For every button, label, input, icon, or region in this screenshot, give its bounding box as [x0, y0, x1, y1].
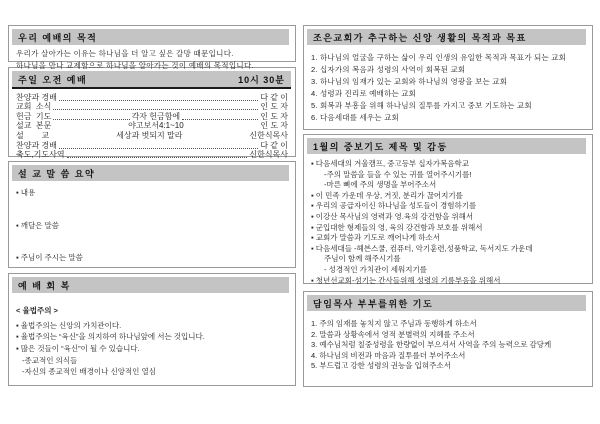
church-goal-item: 6. 다음세대를 세우는 교회: [311, 113, 399, 122]
church-goals-title: 조은교회가 추구하는 신앙 생활의 목적과 목표: [307, 29, 586, 45]
service-row-detail: 세상과 벗되지 말라: [116, 130, 183, 140]
church-goal-item: 4. 성령과 진리로 예배하는 교회: [311, 89, 417, 98]
sermon-summary-body: [9, 183, 295, 268]
intercession-subitem: -마른 뼈에 주의 생명을 부어주소서: [324, 180, 437, 190]
service-row-person: 신한식목사: [249, 150, 288, 160]
intercession-title: 1월의 중보기도 제목 및 감동: [307, 138, 586, 154]
intercession-subitem: -주의 말씀을 들을 수 있는 귀를 열어주시기를!: [324, 169, 472, 179]
pastor-prayer-body: [304, 313, 592, 376]
service-row-person: 다 같 이: [260, 92, 288, 102]
pastor-prayer-item: 2. 말씀과 상황속에서 영적 분별력의 지혜를 주소서: [311, 329, 475, 339]
worship-purpose-title: 우리 예배의 목적: [12, 29, 289, 45]
intercession-subitem: - 성경적인 가치관이 세워지기를: [324, 264, 427, 274]
sermon-summary-item: ▪ 주님이 주시는 말씀: [16, 253, 83, 263]
service-row-person: 다 같 이: [260, 140, 288, 150]
legalism-heading: < 율법주의 >: [16, 306, 58, 315]
pastor-prayer-item: 5. 부드럽고 강한 성령의 권능을 입혀주소서: [311, 361, 451, 371]
legalism-subitem: -종교적인 의식들: [22, 355, 78, 365]
left-column: [8, 25, 296, 386]
legalism-subitem: -자신의 종교적인 배경이나 신앙적인 열심: [22, 367, 156, 377]
pastor-prayer-item: 1. 주의 임재를 놓치지 않고 주님과 동행하게 하소서: [311, 319, 477, 328]
dotted-leader: [59, 99, 258, 101]
intercession-section: [303, 134, 593, 284]
service-row-person: 신한식목사: [249, 130, 289, 140]
worship-restoration-section: [8, 273, 296, 386]
pastor-prayer-title: 담임목사 부부를위한 기도: [307, 295, 586, 311]
intercession-item: ▪ 다음세대의 겨울캠프, 중고등부 십자가복음학교: [311, 159, 469, 168]
sunday-service-time: 10시 30분: [238, 75, 285, 85]
service-row-label: 교회 소식: [16, 102, 52, 112]
intercession-item: ▪ 교회가 말씀과 기도로 깨어나게 하소서: [311, 233, 440, 243]
service-row-label: 찬양과 경배: [16, 92, 57, 102]
service-row: [16, 93, 288, 103]
worship-restoration-title: 예 배 회 복: [12, 277, 289, 293]
church-goal-item: 3. 하나님의 임재가 있는 교회와 하나님의 영광을 보는 교회: [311, 77, 508, 86]
church-goal-item: 2. 십자가의 복음과 성령의 사역이 회복된 교회: [311, 65, 466, 74]
service-row-label: 찬양과 경배: [16, 140, 57, 150]
pastor-prayer-item: 3. 예수님처럼 칠중성령을 한량없이 부으셔서 사역을 주의 능력으로 감당케: [311, 340, 552, 350]
service-row-detail: 각자 헌금함에: [131, 111, 181, 121]
sunday-service-title: 주일 오전 예배: [18, 75, 88, 85]
church-goals-body: [304, 47, 592, 128]
intercession-subitem: 주님이 함께 해주시기를: [324, 254, 401, 264]
church-goal-item: 5. 회복과 부흥을 위해 하나님의 질투를 가지고 중보 기도하는 교회: [311, 101, 532, 110]
right-column: [303, 25, 593, 387]
sunday-service-order: [9, 91, 295, 162]
service-row-person: 인 도 자: [260, 121, 289, 131]
service-row-person: 인 도 자: [260, 111, 288, 121]
service-row-label: 설 교: [16, 130, 50, 140]
worship-purpose-line: 하나님을 만나 교제함으로 하나님을 알아가는 것이 예배의 목적입니다.: [16, 60, 254, 70]
worship-purpose-body: [9, 47, 295, 75]
church-goals-section: [303, 25, 593, 130]
worship-purpose-line: 우리가 살아가는 이유는 하나님을 더 알고 싶은 갈망 때문입니다.: [16, 49, 234, 58]
pastor-prayer-section: [303, 291, 593, 387]
intercession-item: ▪ 다음세대들 -헤븐스쿨, 컴퓨터, 악기훈련,성품학교, 독서지도 가운데: [311, 243, 533, 253]
pastor-prayer-item: 4. 하나님의 비전과 마음과 질투를더 부어주소서: [311, 350, 466, 360]
service-row-detail: 야고보서4:1~10: [128, 121, 184, 131]
worship-restoration-body: [9, 295, 295, 382]
intercession-item: ▪ 청년선교회-섬기는 간사들위해 성령의 기름부음을 위해서: [311, 275, 501, 285]
dotted-leader: [59, 147, 258, 149]
intercession-body: [304, 156, 592, 290]
intercession-item: ▪ 이 민족 가운데 우상, 거짓, 분리가 끊어지기를: [311, 190, 463, 200]
dotted-leader: [67, 156, 248, 158]
sermon-summary-item: ▪ 내용: [16, 188, 36, 197]
intercession-item: ▪ 우리의 공급자이신 하나님을 성도들이 경험하기를: [311, 201, 477, 211]
service-row: [16, 151, 288, 161]
sermon-summary-section: [8, 161, 296, 268]
service-row-label: 헌금 기도: [16, 111, 52, 121]
sermon-summary-item: ▪ 깨달은 말씀: [16, 220, 60, 230]
legalism-bullet: ▪ 많은 것들이 “육신”이 될 수 있습니다.: [16, 343, 140, 353]
service-row-person: 인 도 자: [260, 102, 288, 112]
intercession-item: ▪ 군입대한 형제들의 영, 육의 강건함과 보호를 위해서: [311, 222, 483, 232]
service-row-label: 설교 본문: [16, 121, 52, 131]
sunday-service-section: [8, 67, 296, 160]
intercession-item: ▪ 이강산 목사님의 영력과 영.육의 강건함을 위해서: [311, 211, 474, 221]
dotted-leader: [53, 118, 129, 120]
legalism-bullet: ▪ 율법주의는 “육신”을 의지하여 하나님앞에 서는 것입니다.: [16, 332, 205, 342]
sunday-service-header: [12, 71, 291, 89]
church-goal-item: 1. 하나님의 얼굴을 구하는 삶이 우리 인생의 유일한 목적과 목표가 되는 교회: [311, 53, 567, 62]
sermon-summary-title: 설 교 말 씀 요약: [12, 165, 289, 181]
legalism-bullet: ▪ 율법주의는 신앙의 가치관이다.: [16, 320, 122, 330]
service-row-label: 축도,기도사역: [16, 150, 65, 160]
worship-purpose-section: [8, 25, 296, 70]
dotted-leader: [182, 118, 258, 120]
